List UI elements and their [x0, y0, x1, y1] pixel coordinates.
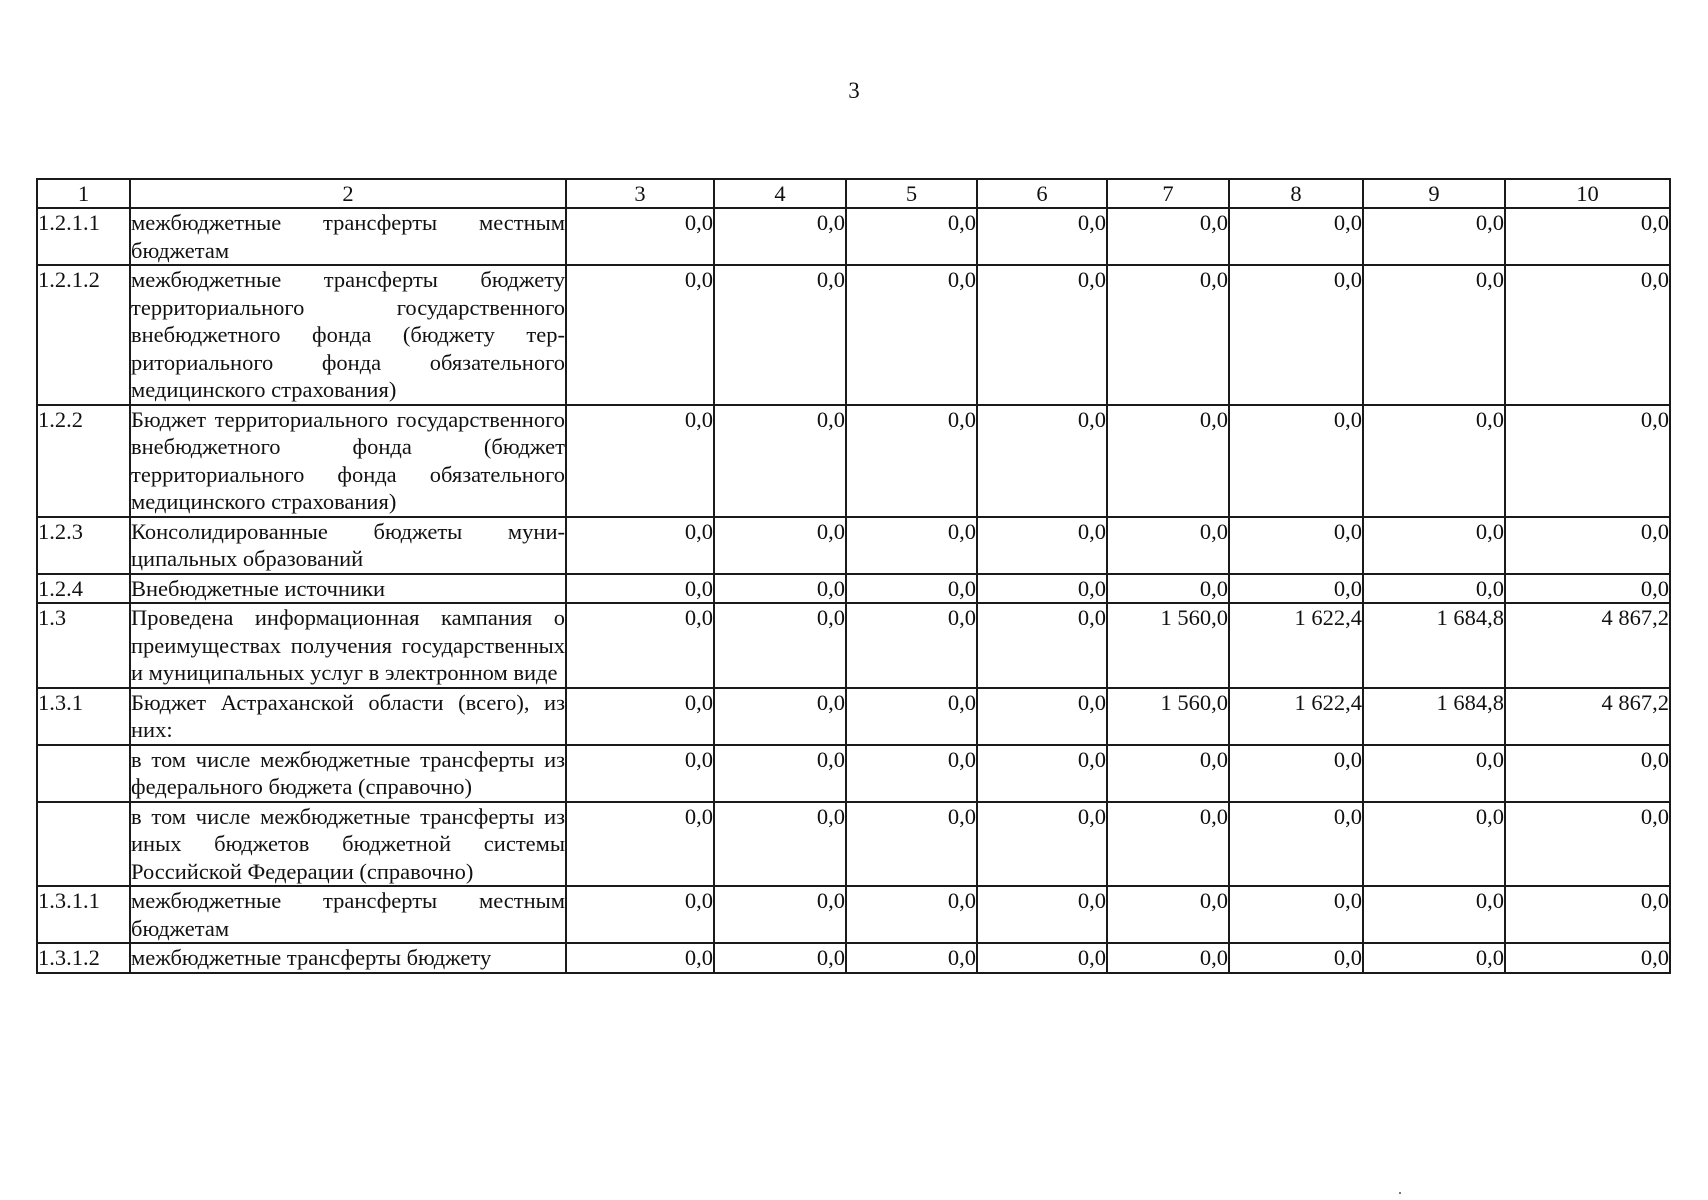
row-value: 1 684,8: [1363, 688, 1505, 745]
row-value: 0,0: [846, 405, 977, 517]
row-value: 0,0: [566, 517, 714, 574]
row-code: 1.2.3: [37, 517, 130, 574]
row-value: 1 622,4: [1229, 688, 1363, 745]
row-value: 0,0: [977, 688, 1107, 745]
row-value: 0,0: [1107, 405, 1229, 517]
row-value: 0,0: [1229, 886, 1363, 943]
row-value: 0,0: [977, 886, 1107, 943]
row-value: 1 560,0: [1107, 688, 1229, 745]
row-code: 1.3.1.2: [37, 943, 130, 973]
row-value: 0,0: [566, 943, 714, 973]
row-value: 0,0: [1229, 265, 1363, 405]
row-value: 0,0: [714, 265, 846, 405]
row-value: 0,0: [1229, 745, 1363, 802]
page-number: 3: [848, 78, 860, 103]
table-row: [37, 574, 1670, 604]
row-code: [37, 802, 130, 887]
scan-speck: [1399, 1192, 1401, 1194]
table-row: [37, 802, 1670, 887]
row-value: 0,0: [846, 802, 977, 887]
header-row: [37, 179, 1670, 208]
row-value: 0,0: [846, 574, 977, 604]
row-value: 0,0: [977, 208, 1107, 265]
row-value: 0,0: [846, 517, 977, 574]
row-name: Консолидированные бюджеты муниципальных образований: [130, 517, 566, 574]
header-cell: 10: [1505, 179, 1670, 208]
row-value: 0,0: [714, 688, 846, 745]
row-name: межбюджетные трансферты местным бюджетам: [130, 886, 566, 943]
row-value: 0,0: [1107, 208, 1229, 265]
row-value: 0,0: [1505, 208, 1670, 265]
row-value: 0,0: [1363, 943, 1505, 973]
row-value: 1 560,0: [1107, 603, 1229, 688]
table-row: [37, 688, 1670, 745]
row-value: 1 622,4: [1229, 603, 1363, 688]
row-value: 0,0: [1363, 802, 1505, 887]
table-body: [37, 208, 1670, 973]
header-cell: 1: [37, 179, 130, 208]
row-value: 0,0: [714, 208, 846, 265]
row-value: 0,0: [1505, 943, 1670, 973]
row-value: 0,0: [714, 517, 846, 574]
row-name: Проведена информационная кампания о преимуществах получения государственных и муниципальных услуг в электронном виде: [130, 603, 566, 688]
row-value: 0,0: [977, 517, 1107, 574]
row-value: 0,0: [1505, 405, 1670, 517]
row-value: 0,0: [977, 943, 1107, 973]
row-value: 0,0: [846, 943, 977, 973]
header-cell: 8: [1229, 179, 1363, 208]
row-value: 0,0: [714, 943, 846, 973]
row-code: 1.2.1.2: [37, 265, 130, 405]
header-cell: 5: [846, 179, 977, 208]
row-value: 0,0: [714, 603, 846, 688]
row-value: 0,0: [846, 886, 977, 943]
row-value: 0,0: [1107, 943, 1229, 973]
row-code: 1.2.4: [37, 574, 130, 604]
table-row: [37, 943, 1670, 973]
table-row: [37, 886, 1670, 943]
row-value: 0,0: [1229, 405, 1363, 517]
row-value: 0,0: [1229, 208, 1363, 265]
row-value: 0,0: [566, 603, 714, 688]
row-value: 0,0: [1363, 405, 1505, 517]
row-value: 0,0: [977, 802, 1107, 887]
row-value: 0,0: [714, 745, 846, 802]
table-row: [37, 208, 1670, 265]
row-name: межбюджетные трансферты бюджету территориального государственного внебюджетного фонда (бюджету территориального фонда обязательного медицинского страхования): [130, 265, 566, 405]
row-value: 0,0: [1363, 265, 1505, 405]
table-row: [37, 603, 1670, 688]
budget-table: [36, 178, 1671, 974]
row-value: 4 867,2: [1505, 688, 1670, 745]
row-code: 1.2.2: [37, 405, 130, 517]
row-value: 0,0: [1505, 886, 1670, 943]
row-name: межбюджетные трансферты местным бюджетам: [130, 208, 566, 265]
row-value: 0,0: [846, 603, 977, 688]
row-value: 0,0: [1505, 802, 1670, 887]
table-row: [37, 265, 1670, 405]
row-name: в том числе межбюджетные трансферты из иных бюджетов бюджетной системы Российской Федерации (справочно): [130, 802, 566, 887]
row-value: 0,0: [977, 405, 1107, 517]
row-value: 0,0: [1505, 574, 1670, 604]
row-value: 0,0: [714, 802, 846, 887]
row-value: 0,0: [1107, 265, 1229, 405]
row-code: 1.2.1.1: [37, 208, 130, 265]
row-value: 1 684,8: [1363, 603, 1505, 688]
row-value: 0,0: [977, 574, 1107, 604]
row-value: 0,0: [714, 886, 846, 943]
row-value: 0,0: [714, 574, 846, 604]
row-code: [37, 745, 130, 802]
row-value: 0,0: [977, 603, 1107, 688]
header-cell: 6: [977, 179, 1107, 208]
row-value: 0,0: [714, 405, 846, 517]
row-value: 0,0: [566, 802, 714, 887]
row-value: 0,0: [1363, 208, 1505, 265]
row-value: 0,0: [566, 745, 714, 802]
row-value: 0,0: [1363, 745, 1505, 802]
row-value: 0,0: [977, 745, 1107, 802]
table-row: [37, 745, 1670, 802]
row-name: межбюджетные трансферты бюджету: [130, 943, 566, 973]
row-value: 0,0: [1107, 574, 1229, 604]
header-cell: 4: [714, 179, 846, 208]
row-value: 0,0: [1229, 517, 1363, 574]
row-value: 0,0: [846, 688, 977, 745]
row-value: 0,0: [1505, 517, 1670, 574]
row-value: 0,0: [1505, 745, 1670, 802]
table-row: [37, 517, 1670, 574]
header-cell: 7: [1107, 179, 1229, 208]
row-value: 0,0: [566, 265, 714, 405]
header-cell: 9: [1363, 179, 1505, 208]
row-value: 0,0: [1363, 574, 1505, 604]
row-name: Внебюджетные источники: [130, 574, 566, 604]
row-value: 0,0: [846, 208, 977, 265]
row-value: 0,0: [1107, 745, 1229, 802]
row-value: 0,0: [1363, 886, 1505, 943]
row-value: 4 867,2: [1505, 603, 1670, 688]
row-value: 0,0: [1107, 886, 1229, 943]
row-code: 1.3: [37, 603, 130, 688]
row-name: Бюджет Астраханской области (всего), из них:: [130, 688, 566, 745]
header-cell: 2: [130, 179, 566, 208]
row-code: 1.3.1: [37, 688, 130, 745]
row-value: 0,0: [1229, 943, 1363, 973]
row-code: 1.3.1.1: [37, 886, 130, 943]
row-value: 0,0: [566, 688, 714, 745]
row-value: 0,0: [566, 574, 714, 604]
row-value: 0,0: [1229, 802, 1363, 887]
row-value: 0,0: [1107, 517, 1229, 574]
table-row: [37, 405, 1670, 517]
row-value: 0,0: [977, 265, 1107, 405]
row-value: 0,0: [1505, 265, 1670, 405]
row-name: Бюджет территориального государственного внебюджетного фонда (бюджет территориального фонда обязательного медицинского страхования): [130, 405, 566, 517]
header-cell: 3: [566, 179, 714, 208]
row-name: в том числе межбюджетные трансферты из федерального бюджета (справочно): [130, 745, 566, 802]
row-value: 0,0: [566, 405, 714, 517]
row-value: 0,0: [1107, 802, 1229, 887]
row-value: 0,0: [1229, 574, 1363, 604]
row-value: 0,0: [846, 265, 977, 405]
row-value: 0,0: [1363, 517, 1505, 574]
row-value: 0,0: [566, 886, 714, 943]
row-value: 0,0: [846, 745, 977, 802]
row-value: 0,0: [566, 208, 714, 265]
